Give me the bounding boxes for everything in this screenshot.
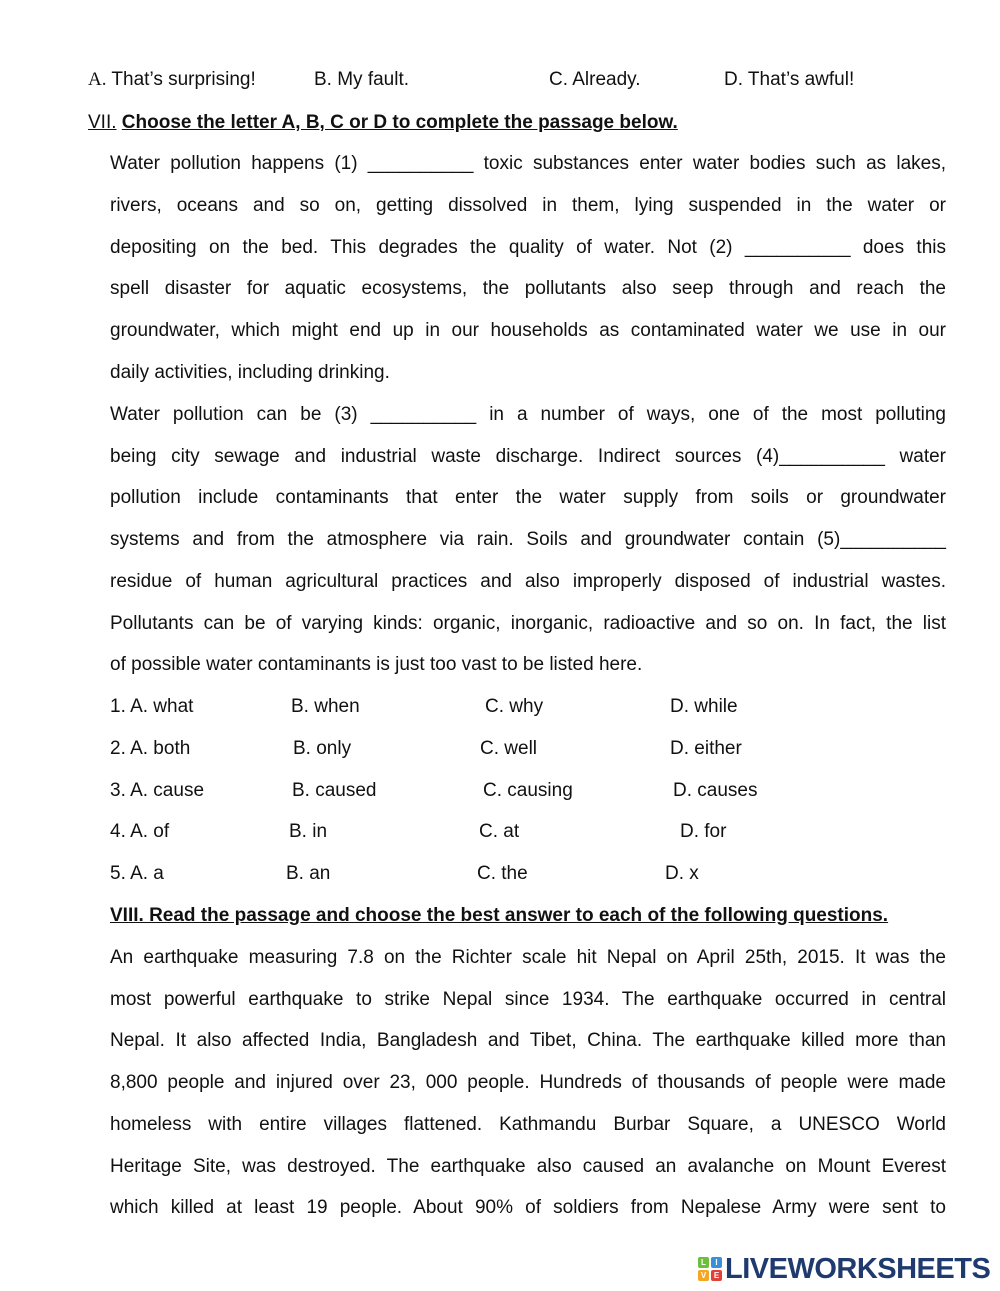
prev-option-d: D. That’s awful! xyxy=(724,69,855,90)
logo-tile: V xyxy=(698,1270,709,1281)
section-7-heading xyxy=(88,111,678,135)
option-d[interactable]: D. while xyxy=(670,696,738,717)
option-c[interactable]: C. why xyxy=(485,696,544,717)
passage-line: rivers, oceans and so on, getting dissolved in them, lying suspended in the water or xyxy=(110,195,946,216)
passage-line: Nepal. It also affected India, Bangladesh and Tibet, China. The earthquake killed more than xyxy=(110,1030,946,1051)
logo-text: LIVEWORKSHEETS xyxy=(725,1253,991,1285)
passage-line: which killed at least 19 people. About 90% of soldiers from Nepalese Army were sent to xyxy=(110,1197,946,1218)
option-b[interactable]: B. in xyxy=(289,821,328,842)
option-b[interactable]: B. only xyxy=(293,738,352,759)
section-instruction: Choose the letter A, B, C or D to complete the passage below. xyxy=(121,112,678,133)
passage-line: groundwater, which might end up in our households as contaminated water we use in our xyxy=(110,320,946,341)
option-text: That’s surprising! xyxy=(111,69,256,90)
passage-line: Heritage Site, was destroyed. The earthquake also caused an avalanche on Mount Everest xyxy=(110,1156,946,1177)
option-c[interactable]: C. well xyxy=(480,738,538,759)
logo-tile: L xyxy=(698,1257,709,1268)
liveworksheets-logo xyxy=(698,1254,990,1284)
passage-line: systems and from the atmosphere via rain. Soils and groundwater contain (5)__________ xyxy=(110,529,946,550)
passage-line: daily activities, including drinking. xyxy=(110,362,390,383)
passage-line: being city sewage and industrial waste discharge. Indirect sources (4)__________ water xyxy=(110,446,946,467)
option-d[interactable]: D. causes xyxy=(673,780,758,801)
logo-tiles-icon xyxy=(698,1257,722,1281)
section-8-heading: VIII. Read the passage and choose the best answer to each of the following questions. xyxy=(110,905,889,926)
option-a[interactable]: 2. A. both xyxy=(110,738,191,759)
option-b[interactable]: B. an xyxy=(286,863,331,884)
prev-option-c: C. Already. xyxy=(549,69,641,90)
prev-option-a xyxy=(88,68,256,92)
section-number: VII. xyxy=(88,112,117,133)
passage-line: most powerful earthquake to strike Nepal since 1934. The earthquake occurred in central xyxy=(110,989,946,1010)
logo-tile: E xyxy=(711,1270,722,1281)
passage-line: Water pollution can be (3) __________ in a number of ways, one of the most polluting xyxy=(110,404,946,425)
logo-tile: I xyxy=(711,1257,722,1268)
option-c[interactable]: C. causing xyxy=(483,780,573,801)
passage-line: Water pollution happens (1) __________ toxic substances enter water bodies such as lakes, xyxy=(110,153,946,174)
option-d[interactable]: D. x xyxy=(665,863,699,884)
option-a[interactable]: 3. A. cause xyxy=(110,780,205,801)
passage-line: homeless with entire villages flattened. Kathmandu Burbar Square, a UNESCO World xyxy=(110,1114,946,1135)
option-c[interactable]: C. the xyxy=(477,863,528,884)
passage-line: An earthquake measuring 7.8 on the Richter scale hit Nepal on April 25th, 2015. It was the xyxy=(110,947,946,968)
passage-line: depositing on the bed. This degrades the quality of water. Not (2) __________ does this xyxy=(110,237,946,258)
option-a[interactable]: 1. A. what xyxy=(110,696,194,717)
passage-line: residue of human agricultural practices and also improperly disposed of industrial wastes. xyxy=(110,571,946,592)
option-d[interactable]: D. for xyxy=(680,821,727,842)
passage-line: pollution include contaminants that enter the water supply from soils or groundwater xyxy=(110,487,946,508)
prev-option-b: B. My fault. xyxy=(314,69,410,90)
option-d[interactable]: D. either xyxy=(670,738,742,759)
passage-line: 8,800 people and injured over 23, 000 people. Hundreds of thousands of people were made xyxy=(110,1072,946,1093)
option-a[interactable]: 4. A. of xyxy=(110,821,170,842)
option-b[interactable]: B. caused xyxy=(292,780,377,801)
option-c[interactable]: C. at xyxy=(479,821,520,842)
passage-line: of possible water contaminants is just too vast to be listed here. xyxy=(110,654,643,675)
option-b[interactable]: B. when xyxy=(291,696,360,717)
passage-line: Pollutants can be of varying kinds: organic, inorganic, radioactive and so on. In fact, the list xyxy=(110,613,946,634)
option-letter: A. xyxy=(88,69,107,90)
option-a[interactable]: 5. A. a xyxy=(110,863,164,884)
passage-line: spell disaster for aquatic ecosystems, the pollutants also seep through and reach the xyxy=(110,278,946,299)
